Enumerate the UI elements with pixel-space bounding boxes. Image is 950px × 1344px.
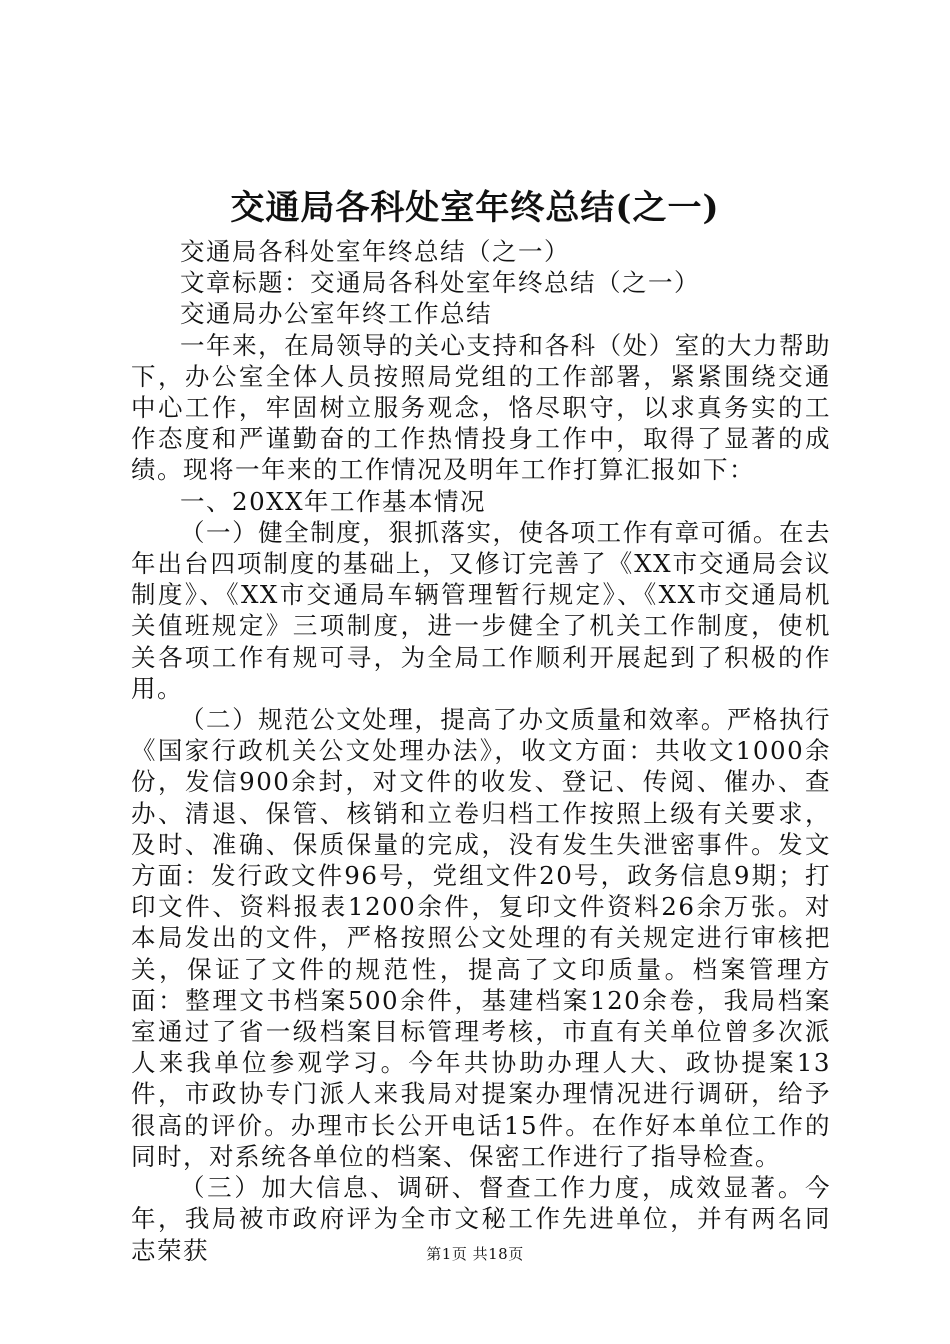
paragraph-item-two: （二）规范公文处理，提高了办文质量和效率。严格执行《国家行政机关公文处理办法》，收文方面：共收文1000余份，发信900余封，对文件的收发、登记、传阅、催办、查办、清退、保管、核销和立卷归档工作按照上级有关要求，及时、准确、保质保量的完成，没有发生失泄密事件。发文方面：发行政文件96号，党组文件20号，政务信息9期；打印文件、资料报表1200余件，复印文件资料26余万张。对本局发出的文件，严格按照公文处理的有关规定进行审核把关，保证了文件的规范性，提高了文印质量。档案管理方面：整理文书档案500余件，基建档案120余卷，我局档案室通过了省一级档案目标管理考核，市直有关单位曾多次派人来我单位参观学习。今年共协助办理人大、政协提案13件，市政协专门派人来我局对提案办理情况进行调研，给予很高的评价。办理市长公开电话15件。在作好本单位工作的同时，对系统各单位的档案、保密工作进行了指导检查。 bbox=[131, 705, 831, 1171]
paragraph-item-three: （三）加大信息、调研、督查工作力度，成效显著。今年，我局被市政府评为全市文秘工作先进单位，并有两名同志荣获 bbox=[131, 1173, 831, 1265]
paragraph-item-one: （一）健全制度，狠抓落实，使各项工作有章可循。在去年出台四项制度的基础上，又修订完善了《XX市交通局会议制度》、《XX市交通局车辆管理暂行规定》、《XX市交通局机关值班规定》三项制度，进一步健全了机关工作制度，使机关各项工作有规可寻，为全局工作顺利开展起到了积极的作用。 bbox=[131, 517, 831, 703]
paragraph-subtitle: 交通局各科处室年终总结（之一） bbox=[180, 237, 570, 266]
paragraph-article-title: 文章标题：交通局各科处室年终总结（之一） bbox=[180, 268, 700, 298]
paragraph-intro: 一年来，在局领导的关心支持和各科（处）室的大力帮助下，办公室全体人员按照局党组的工作部署，紧紧围绕交通中心工作，牢固树立服务观念，恪尽职守，以求真务实的工作态度和严谨勤奋的工作热情投身工作中，取得了显著的成绩。现将一年来的工作情况及明年工作打算汇报如下： bbox=[131, 330, 831, 485]
document-title: 交通局各科处室年终总结(之一) bbox=[230, 188, 720, 228]
document-body bbox=[131, 236, 831, 1266]
paragraph-section-heading: 交通局办公室年终工作总结 bbox=[180, 299, 492, 329]
paragraph-heading-basic-situation: 一、20XX年工作基本情况 bbox=[180, 486, 487, 516]
page-footer: 第1页 共18页 bbox=[426, 1245, 524, 1263]
